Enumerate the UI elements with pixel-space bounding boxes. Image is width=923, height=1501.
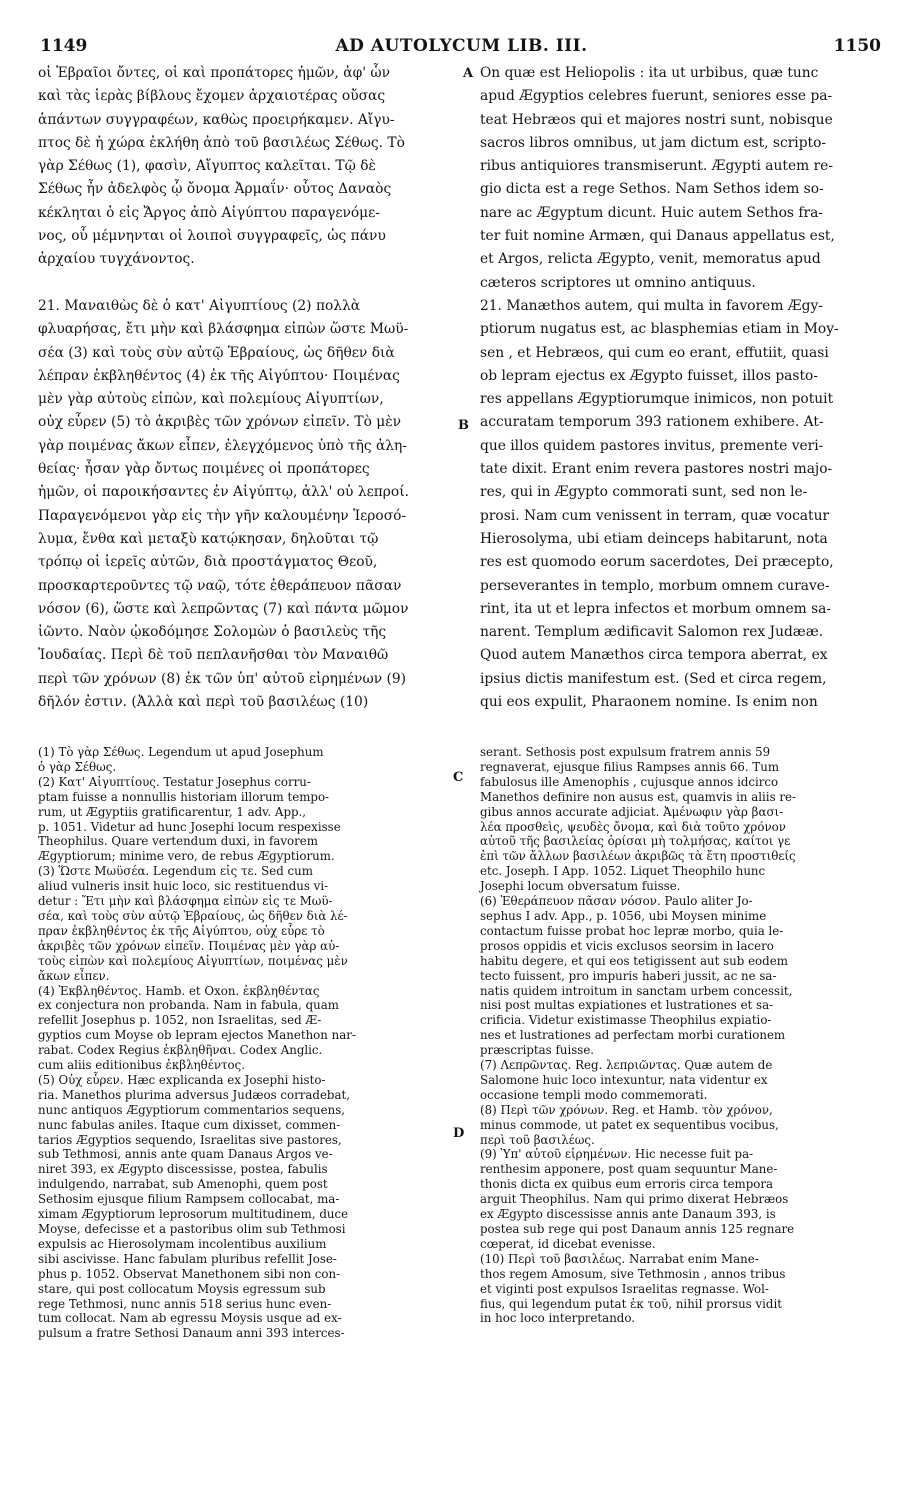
footnotes-left-column: (1) Τὸ γὰρ Σέθως. Legendum ut apud Josephum ὁ γὰρ Σέθως. (2) Κατ' Αἰγυπτίους. Testatur Josephus corru- ptam fuisse a nonnullis historiam illorum tempo- rum, ut Ægyptiis gratificarentur, 1 adv. App., p. 1051. Videtur ad hunc Josephi locum respexisse Theophilus. Quare vertendum duxi, in favorem Ægyptiorum; minime vero, de rebus Ægyptiorum. (3) Ὥστε Μωϋσέα. Legendum εἰς τε. Sed cum aliud vulneris insit huic loco, sic restituendus vi- detur : Ἔτι μὴν καὶ βλάσφημα εἰπὼν εἰς τε Μωϋ- σέα, καὶ τοὺς σὺν αὐτῷ Ἑβραίους, ὡς δῆθεν διὰ λέ- πραν ἐκβληθέντος ἐκ τῆς Αἰγύπτου, οὐχ εὗρε τὸ ἀκριβὲς τῶν χρόνων εἰπεῖν. Ποιμένας μὲν γὰρ αὐ- τοὺς εἰπὼν καὶ πολεμίους Αἰγυπτίων, ποιμένας μὲν ἄκων εἶπεν. (4) Ἐκβληθέντος. Hamb. et Oxon. ἐκβληθέντας ex conjectura non probanda. Nam in fabula, quam refellit Josephus p. 1052, non Israelitas, sed Æ- gyptios cum Moyse ob lepram ejectos Manethon nar- rabat. Codex Regius ἐκβληθῆναι. Codex Anglic. cum aliis editionibus ἐκβληθέντος. (5) Οὐχ εὗρεν. Hæc explicanda ex Josephi histo- ria. Manethos plurima adversus Judæos corradebat, nunc antiquos Ægyptiorum commentarios sequens, nunc fabulas aniles. Itaque cum dixisset, commen- tarios Ægyptios sequendo, Israelitas sive pastores, sub Tethmosi, annis ante quam Danaus Argos ve- niret 393, ex Ægypto discessisse, postea, fabulis indulgendo, narrabat, sub Amenophi, quem post Sethosim ejusque filium Rampsem collocabat, ma- ximam Ægyptiorum leprosorum multitudinem, duce Moyse, defecisse et a pastoribus olim sub Tethmosi expulsis ac Hierosolymam incolentibus auxilium sibi ascivisse. Hanc fabulam pluribus refellit Jose- phus p. 1052. Observat Manethonem sibi non con- stare, qui post collocatum Moysis egressum sub rege Tethmosi, nunc annis 518 serius hunc even- tum collocat. Nam ab egressu Moysis usque ad ex- pulsum a fratre Sethosi Danaum anni 393 interces-	[38, 745, 356, 1341]
margin-letter-b: B	[458, 418, 469, 433]
right-page-number: 1150	[833, 36, 881, 56]
running-title: AD AUTOLYCUM LIB. III.	[335, 36, 588, 56]
margin-letter-c: C	[453, 770, 464, 785]
latin-text-column: On quæ est Heliopolis : ita ut urbibus, quæ tunc apud Ægyptios celebres fuerunt, seniores esse pa- teat Hebræos qui et majores nostri sunt, nobisque sacros libros omnibus, ut jam dictum est, scripto- ribus antiquiores transmiserunt. Ægypti autem re- gio dicta est a rege Sethos. Nam Sethos idem so- nare ac Ægyptum dicunt. Huic autem Sethos fra- ter fuit nomine Armæn, qui Danaus appellatus est, et Argos, relicta Ægypto, venit, memoratus apud cæteros scriptores ut omnino antiquus. 21. Manæthos autem, qui multa in favorem Ægy- ptiorum nugatus est, ac blasphemias etiam in Moy- sen , et Hebræos, qui cum eo erant, effutiit, quasi ob lepram ejectus ex Ægypto fuisset, illos pasto- res appellans Ægyptiorumque inimicos, non potuit accuratam temporum 393 rationem exhibere. At- que illos quidem pastores invitus, premente veri- tate dixit. Erant enim revera pastores nostri majo- res, qui in Ægypto commorati sunt, sed non le- prosi. Nam cum venissent in terram, quæ vocatur Hierosolyma, ubi etiam deinceps habitarunt, nota res est quomodo eorum sacerdotes, Dei præcepto, perseverantes in templo, morbum omnem curave- rint, ita ut et lepra infectos et morbum omnem sa- narent. Templum ædificavit Salomon rex Judææ. Quod autem Manæthos circa tempora aberrat, ex ipsius dictis manifestum est. (Sed et circa regem, qui eos expulit, Pharaonem nomine. Is enim non	[480, 65, 839, 711]
margin-letter-d: D	[453, 1126, 465, 1141]
left-page-number: 1149	[40, 36, 88, 56]
margin-letter-a: A	[463, 66, 474, 81]
footnotes-right-column: serant. Sethosis post expulsum fratrem annis 59 regnaverat, ejusque filius Rampses annis 66. Tum fabulosus ille Amenophis , cujusque annos idcirco Manethos definire non ausus est, quamvis in aliis re- gibus annos accurate adjiciat. Ἀμένωφιν γὰρ βασι- λέα προσθεὶς, ψευδὲς ὄνομα, καὶ διὰ τοῦτο χρόνον αὐτοῦ τῆς βασιλείας ὁρίσαι μὴ τολμήσας, καίτοι γε ἐπὶ τῶν ἄλλων βασιλέων ἀκριβῶς τὰ ἔτη προστιθείς etc. Joseph. I App. 1052. Liquet Theophilo hunc Josephi locum obversatum fuisse. (6) Ἐθεράπευον πᾶσαν νόσον. Paulo aliter Jo- sephus I adv. App., p. 1056, ubi Moysen minime contactum fuisse probat hoc lepræ morbo, quia le- prosos oppidis et vicis exclusos seorsim in lacero habitu degere, et qui eos tetigissent aut sub eodem tecto fuissent, pro impuris haberi jussit, ac ne sa- natis quidem introitum in sanctam urbem concessit, nisi post multas expiationes et lustrationes et sa- crificia. Videtur existimasse Theophilus expiatio- nes et lustrationes ad perfectam morbi curationem præscriptas fuisse. (7) Λεπρῶντας. Reg. λεπριῶντας. Quæ autem de Salomone huic loco intexuntur, nata videntur ex occasione templi modo commemorati. (8) Περὶ τῶν χρόνων. Reg. et Hamb. τὸν χρόνον, minus commode, ut patet ex sequentibus vocibus, περὶ τοῦ βασιλέως. (9) Ὑπ' αὐτοῦ εἰρημένων. Hic necesse fuit pa- renthesim apponere, post quam sequuntur Mane- thonis dicta ex quibus eum erroris circa tempora arguit Theophilus. Nam qui primo dixerat Hebræos ex Ægypto discessisse annis ante Danaum 393, is postea sub rege qui post Danaum annis 125 regnare cœperat, id dicebat evenisse. (10) Περὶ τοῦ βασιλέως. Narrabat enim Mane- thos regem Amosum, sive Tethmosin , annos tribus et viginti post expulsos Israelitas regnasse. Wol- fius, qui legendum putat ἐκ τοῦ, nihil prorsus vidit in hoc loco interpretando.	[480, 745, 796, 1326]
greek-text-column: οἱ Ἑβραῖοι ὄντες, οἱ καὶ προπάτορες ἡμῶν, ἀφ' ὧν καὶ τὰς ἱερὰς βίβλους ἔχομεν ἀρχαιοτέρας οὔσας ἁπάντων συγγραφέων, καθὼς προειρήκαμεν. Αἴγυ- πτος δὲ ἡ χώρα ἐκλήθη ἀπὸ τοῦ βασιλέως Σέθως. Τὸ γὰρ Σέθως (1), φασὶν, Αἴγυπτος καλεῖται. Τῷ δὲ Σέθως ἦν ἀδελφὸς ᾧ ὄνομα Ἀρμαΐν· οὗτος Δαναὸς κέκληται ὁ εἰς Ἄργος ἀπὸ Αἰγύπτου παραγενόμε- νος, οὗ μέμνηνται οἱ λοιποὶ συγγραφεῖς, ὡς πάνυ ἀρχαίου τυγχάνοντος. 21. Μαναιθὼς δὲ ὁ κατ' Αἰγυπτίους (2) πολλὰ φλυαρήσας, ἔτι μὴν καὶ βλάσφημα εἰπὼν ὥστε Μωϋ- σέα (3) καὶ τοὺς σὺν αὐτῷ Ἑβραίους, ὡς δῆθεν διὰ λέπραν ἐκβληθέντος (4) ἐκ τῆς Αἰγύπτου· Ποιμένας μὲν γὰρ αὐτοὺς εἰπὼν, καὶ πολεμίους Αἰγυπτίων, οὐχ εὗρεν (5) τὸ ἀκριβὲς τῶν χρόνων εἰπεῖν. Τὸ μὲν γὰρ ποιμένας ἄκων εἶπεν, ἐλεγχόμενος ὑπὸ τῆς ἀλη- θείας· ἦσαν γὰρ ὄντως ποιμένες οἱ προπάτορες ἡμῶν, οἱ παροικήσαντες ἐν Αἰγύπτῳ, ἀλλ' οὐ λεπροί. Παραγενόμενοι γὰρ εἰς τὴν γῆν καλουμένην Ἱεροσό- λυμα, ἔνθα καὶ μεταξὺ κατῴκησαν, δηλοῦται τῷ τρόπῳ οἱ ἱερεῖς αὐτῶν, διὰ προστάγματος Θεοῦ, προσκαρτεροῦντες τῷ ναῷ, τότε ἐθεράπευον πᾶσαν νόσον (6), ὥστε καὶ λεπρῶντας (7) καὶ πάντα μῶμον ἰῶντο. Ναὸν ᾠκοδόμησε Σολομὼν ὁ βασιλεὺς τῆς Ἰουδαίας. Περὶ δὲ τοῦ πεπλανῆσθαι τὸν Μαναιθῶ περὶ τῶν χρόνων (8) ἐκ τῶν ὑπ' αὐτοῦ εἰρημένων (9) δῆλόν ἐστιν. (Ἀλλὰ καὶ περὶ τοῦ βασιλέως (10)	[38, 65, 410, 711]
